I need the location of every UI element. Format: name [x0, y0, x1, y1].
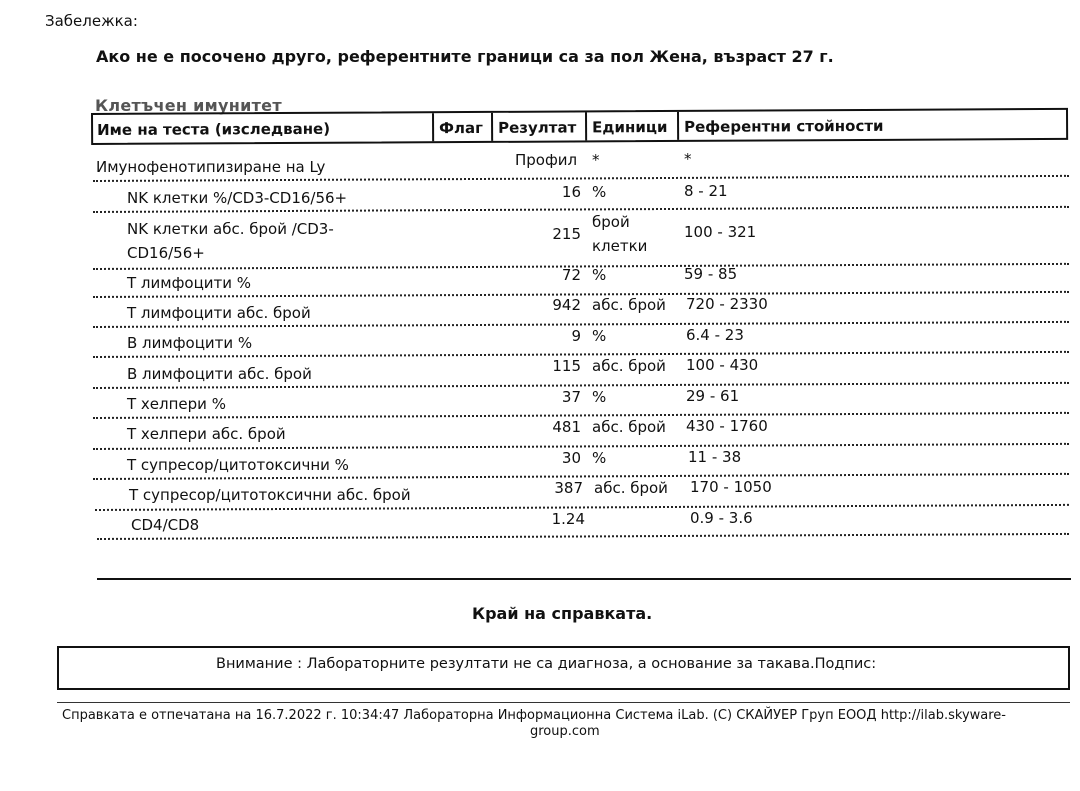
row-units: % [592, 449, 607, 467]
row-test-name: Т супресор/цитотоксични % [127, 456, 349, 474]
row-result: 481 [552, 418, 581, 436]
row-units: * [592, 151, 600, 169]
section-title: Клетъчен имунитет [95, 96, 282, 115]
row-test-name: CD4/CD8 [131, 516, 200, 534]
header-flag: Флаг [439, 118, 483, 138]
row-units: % [592, 266, 607, 284]
row-reference: 0.9 - 3.6 [690, 509, 753, 527]
row-test-name: NK клетки абс. брой /CD3- [127, 220, 334, 238]
row-reference: 11 - 38 [688, 448, 742, 466]
row-units: абс. брой [592, 357, 666, 375]
header-divider [585, 112, 587, 140]
row-reference: 100 - 321 [684, 223, 757, 241]
row-units: абс. брой [594, 479, 668, 497]
row-reference: 100 - 430 [686, 356, 759, 374]
row-result: 1.24 [551, 510, 585, 528]
row-test-name: Т супресор/цитотоксични абс. брой [129, 486, 411, 504]
header-units: Единици [592, 117, 668, 137]
row-divider [97, 533, 1069, 540]
row-result: 215 [552, 225, 581, 243]
row-result: Профил [515, 151, 578, 169]
row-test-name-cont: CD16/56+ [127, 244, 205, 262]
row-result: 16 [561, 183, 581, 201]
row-units: брой [592, 213, 630, 231]
row-test-name: Имунофенотипизиране на Ly [96, 158, 326, 176]
row-units: абс. брой [592, 418, 666, 436]
row-result: 942 [552, 296, 581, 314]
row-reference: 720 - 2330 [686, 295, 768, 313]
row-units: % [592, 183, 607, 201]
reference-note: Ако не е посочено друго, референтните граници са за пол Жена, възраст 27 г. [96, 47, 834, 66]
header-divider [432, 113, 434, 141]
note-label: Забележка: [45, 12, 138, 30]
header-result: Резултат [498, 118, 577, 137]
row-result: 387 [554, 479, 583, 497]
row-reference: 430 - 1760 [686, 417, 768, 435]
footer-rule [57, 702, 1070, 703]
row-reference: 8 - 21 [684, 182, 728, 200]
row-reference: * [684, 150, 692, 168]
row-reference: 59 - 85 [684, 265, 738, 283]
row-test-name: Т лимфоцити абс. брой [127, 304, 311, 322]
footer-text-cont: group.com [530, 724, 600, 739]
row-test-name: Т хелпери % [127, 395, 226, 413]
row-result: 30 [561, 449, 581, 467]
table-header [91, 108, 1068, 145]
row-units: абс. брой [592, 296, 666, 314]
row-units-cont: клетки [592, 237, 648, 255]
row-result: 9 [571, 327, 581, 345]
row-test-name: В лимфоцити абс. брой [127, 365, 312, 383]
header-name: Име на теста (изследване) [97, 119, 331, 139]
header-divider [491, 113, 493, 141]
header-divider [677, 112, 679, 140]
end-of-report: Край на справката. [472, 604, 653, 623]
row-reference: 6.4 - 23 [686, 326, 744, 344]
row-result: 37 [561, 388, 581, 406]
row-units: % [592, 327, 607, 345]
row-test-name: Т хелпери абс. брой [127, 425, 286, 443]
row-units: % [592, 388, 607, 406]
row-result: 115 [552, 357, 581, 375]
row-result: 72 [561, 266, 581, 284]
header-reference: Референтни стойности [684, 116, 884, 136]
attention-text: Внимание : Лабораторните резултати не са диагноза, а основание за такава.Подпис: [216, 656, 877, 672]
bottom-rule [97, 578, 1071, 580]
row-test-name: В лимфоцити % [127, 334, 253, 352]
footer-text: Справката е отпечатана на 16.7.2022 г. 10:34:47 Лабораторна Информационна Система iLab. (С) СКАЙУЕР Груп ЕООД http://ilab.skyware- [62, 708, 1006, 723]
row-test-name: NK клетки %/CD3-CD16/56+ [127, 189, 348, 207]
row-test-name: Т лимфоцити % [127, 274, 252, 292]
row-reference: 170 - 1050 [690, 478, 772, 496]
row-reference: 29 - 61 [686, 387, 740, 405]
